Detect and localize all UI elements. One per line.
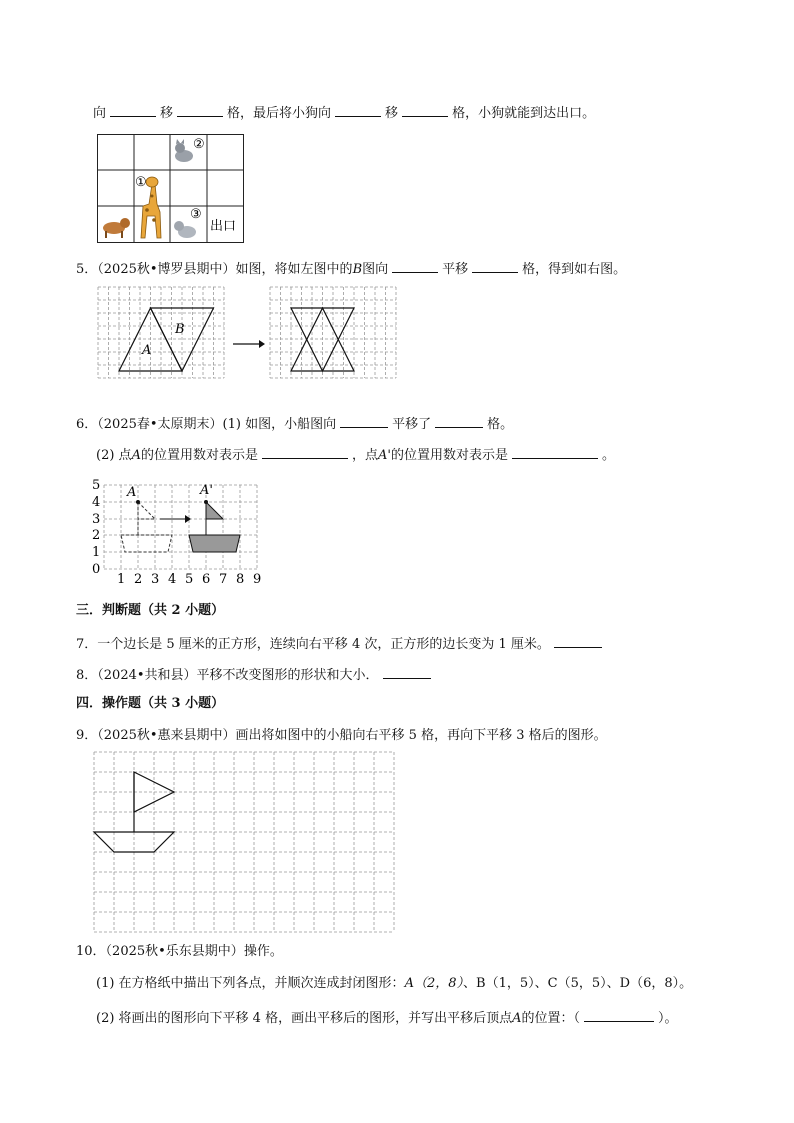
moved-boat: [189, 502, 240, 552]
q6-coordinate-grid: [90, 478, 266, 588]
q5-arrow: [233, 339, 265, 349]
shape-a-label: A: [142, 343, 152, 358]
q6-blank-2[interactable]: [435, 413, 483, 428]
x-tick: 5: [185, 572, 194, 587]
q5-line: 5．（2025秋•博罗县期中）如图，将如左图中的B图向 平移 格，得到如右图。: [76, 258, 626, 279]
point-a2: [204, 500, 208, 504]
q4-blank-3[interactable]: [335, 102, 381, 117]
section-4-title: 四．操作题（共 3 小题）: [76, 696, 225, 711]
x-tick: 6: [202, 572, 211, 587]
q6-line-2: (2) 点A的位置用数对表示是 ，点A'的位置用数对表示是 。: [96, 444, 615, 465]
q8-line: 8．（2024•共和县）平移不改变图形的形状和大小．: [76, 664, 435, 685]
y-tick: 0: [92, 562, 101, 577]
q5-blank-1[interactable]: [392, 258, 438, 273]
q10-sub2: (2) 将画出的图形向下平移 4 格，画出平移后的图形，并写出平移后顶点A的位置：（ ）。: [96, 1007, 678, 1028]
point-a-label: A: [127, 485, 137, 500]
q4-grid: [97, 134, 245, 244]
q6-blank-3[interactable]: [262, 444, 348, 459]
cat-icon: [175, 139, 193, 162]
section-3-title: 三．判断题（共 2 小题）: [76, 603, 225, 618]
q6-line-1: 6．（2025春•太原期末）(1) 如图，小船图向 平移了 格。: [76, 413, 513, 434]
cat-icon: [174, 221, 196, 238]
x-tick: 9: [253, 572, 262, 587]
y-tick: 3: [92, 512, 101, 527]
q4-blank-2[interactable]: [177, 102, 223, 117]
point-a2-label: A': [200, 483, 213, 498]
x-tick: 2: [134, 572, 143, 587]
x-tick: 7: [219, 572, 228, 587]
q10-line: 10．（2025秋•乐东县期中）操作。: [76, 944, 283, 959]
q4-blank-4[interactable]: [402, 102, 448, 117]
dashed-boat: [121, 502, 172, 552]
q4-line: 向 移 格，最后将小狗向 移 格，小狗就能到达出口。: [93, 102, 595, 123]
q4-blank-1[interactable]: [110, 102, 156, 117]
q10-sub1: (1) 在方格纸中描出下列各点，并顺次连成封闭图形：A（2，8）、B（1，5）、C（5，5）、D（6，8）。: [96, 976, 693, 991]
q5-blank-2[interactable]: [472, 258, 518, 273]
point-c-coord: C（5，5）: [547, 976, 607, 991]
q9-line: 9．（2025秋•惠来县期中）画出将如图中的小船向右平移 5 格，再向下平移 3 格后的图形。: [76, 728, 607, 743]
mark-3: ③: [190, 207, 202, 222]
q5-right-grid: [270, 287, 398, 379]
shape-b-label: B: [175, 322, 185, 337]
dog-icon: [103, 218, 130, 238]
y-tick: 1: [92, 545, 101, 560]
x-tick: 8: [236, 572, 245, 587]
y-tick: 5: [92, 478, 101, 493]
point-a-coord: A（2，8）: [404, 976, 463, 991]
x-tick: 4: [168, 572, 177, 587]
x-tick: 3: [151, 572, 160, 587]
y-tick: 4: [92, 495, 101, 510]
q7-blank[interactable]: [554, 633, 602, 648]
q10-blank[interactable]: [584, 1007, 654, 1022]
q5-left-grid: [98, 287, 226, 379]
exit-label: 出口: [210, 219, 237, 234]
mark-1: ①: [135, 175, 147, 190]
q9-grid[interactable]: [94, 752, 396, 932]
q6-blank-4[interactable]: [512, 444, 598, 459]
y-tick: 2: [92, 528, 101, 543]
q7-line: 7．一个边长是 5 厘米的正方形，连续向右平移 4 次，正方形的边长变为 1 厘米。: [76, 633, 606, 654]
x-tick: 1: [117, 572, 126, 587]
point-a: [136, 500, 140, 504]
q6-blank-1[interactable]: [340, 413, 388, 428]
point-b-coord: B（1，5）: [476, 976, 535, 991]
point-d-coord: D（6，8）: [619, 976, 680, 991]
move-arrow: [160, 515, 191, 523]
mark-2: ②: [193, 137, 205, 152]
q8-blank[interactable]: [383, 664, 431, 679]
